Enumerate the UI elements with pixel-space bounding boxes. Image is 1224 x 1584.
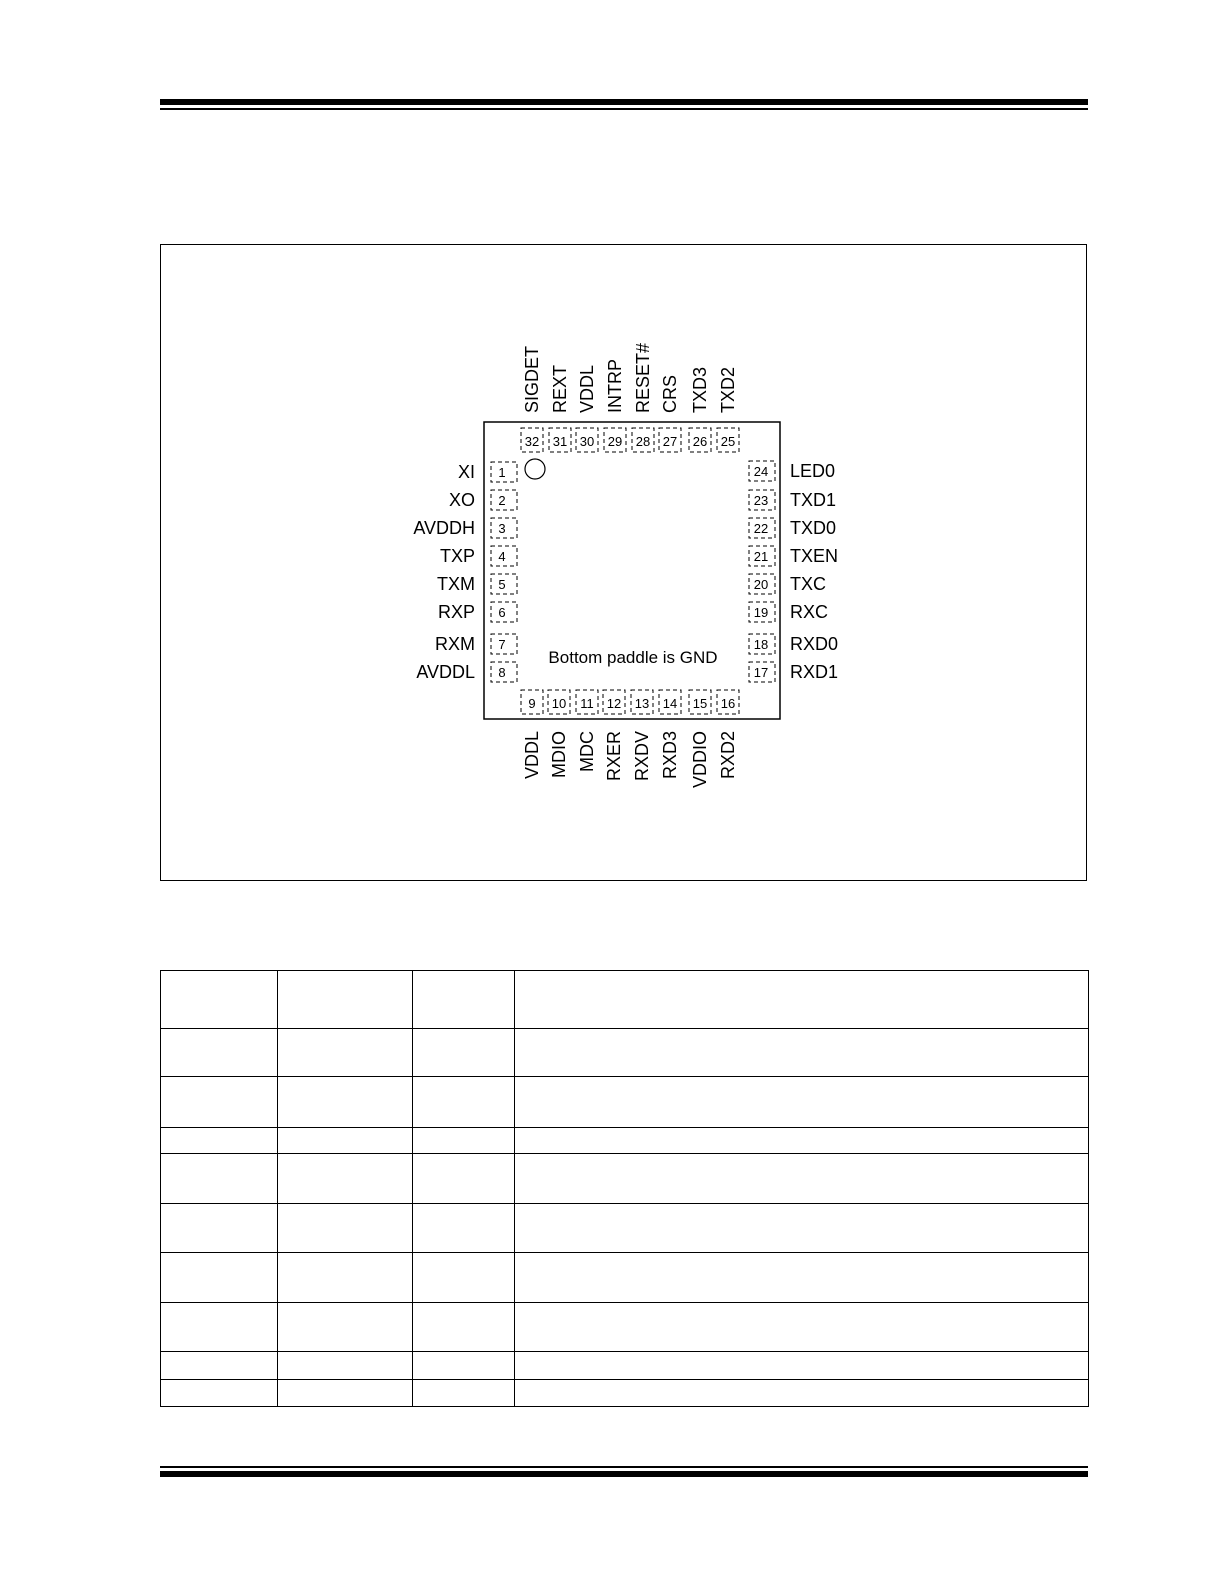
table-cell xyxy=(413,1352,515,1380)
table-cell xyxy=(413,1029,515,1077)
table-cell xyxy=(515,971,1089,1029)
table-row xyxy=(161,1253,1089,1303)
pin-number: 27 xyxy=(662,434,678,449)
table-row xyxy=(161,1029,1089,1077)
table-cell xyxy=(161,1253,278,1303)
pin-name: RXD2 xyxy=(718,731,738,780)
pin-number: 1 xyxy=(498,465,506,480)
pin-name: TXEN xyxy=(790,546,839,566)
pin-number: 15 xyxy=(692,696,708,711)
package-body xyxy=(484,422,780,719)
table-row xyxy=(161,1352,1089,1380)
table-cell xyxy=(515,1253,1089,1303)
table-row xyxy=(161,1204,1089,1253)
pin-number: 17 xyxy=(753,665,769,680)
table-row xyxy=(161,1154,1089,1204)
table-cell xyxy=(161,1128,278,1154)
table-cell xyxy=(161,1352,278,1380)
table-cell xyxy=(515,1380,1089,1407)
table-cell xyxy=(278,1253,413,1303)
table-cell xyxy=(161,1077,278,1128)
table-cell xyxy=(161,1380,278,1407)
pin-diagram-figure xyxy=(160,244,1087,881)
pin-name: TXD3 xyxy=(690,366,710,413)
pin-number: 31 xyxy=(552,434,568,449)
pin-name: MDC xyxy=(577,731,597,772)
pin-name: TXP xyxy=(439,546,475,566)
table-cell xyxy=(278,1154,413,1204)
pin-name: MDIO xyxy=(549,731,569,778)
table-cell xyxy=(161,1029,278,1077)
pin-name: XI xyxy=(457,462,475,482)
pin-number: 25 xyxy=(720,434,736,449)
pin-name: RXP xyxy=(437,602,475,622)
pin-name: RESET# xyxy=(633,342,653,413)
table-row xyxy=(161,1077,1089,1128)
pin-name: VDDL xyxy=(522,731,542,780)
table-cell xyxy=(515,1204,1089,1253)
table-cell xyxy=(515,1077,1089,1128)
table-cell xyxy=(278,1380,413,1407)
table-cell xyxy=(413,971,515,1029)
pin-name: AVDDH xyxy=(413,518,475,538)
pin-number: 5 xyxy=(498,577,506,592)
table-cell xyxy=(515,1352,1089,1380)
table-cell xyxy=(413,1128,515,1154)
pin-name: RXD1 xyxy=(790,662,839,682)
pin-number: 20 xyxy=(753,577,769,592)
table-cell xyxy=(161,1303,278,1352)
pin-number: 8 xyxy=(498,665,506,680)
table-cell xyxy=(413,1253,515,1303)
pin-number: 22 xyxy=(753,521,769,536)
pin-number: 32 xyxy=(524,434,540,449)
table-cell xyxy=(413,1303,515,1352)
pin-name: REXT xyxy=(550,364,570,413)
pin-name: INTRP xyxy=(605,359,625,413)
table-row xyxy=(161,971,1089,1029)
pin-number: 29 xyxy=(607,434,623,449)
pin-name: RXC xyxy=(790,602,829,622)
pin-name: LED0 xyxy=(790,461,836,481)
pin-number: 16 xyxy=(720,696,736,711)
pin-name: SIGDET xyxy=(522,345,542,413)
pin-number: 11 xyxy=(580,696,594,711)
header-rule-thick xyxy=(160,99,1088,105)
pin-name: XO xyxy=(448,490,475,510)
table-cell xyxy=(413,1380,515,1407)
table-cell xyxy=(278,1204,413,1253)
paddle-note: Bottom paddle is GND xyxy=(548,648,718,667)
table-cell xyxy=(515,1029,1089,1077)
footer-rule-thick xyxy=(160,1471,1088,1477)
pin-number: 6 xyxy=(498,605,506,620)
pin-name: TXD1 xyxy=(790,490,837,510)
pin-name: VDDIO xyxy=(690,731,710,789)
table-cell xyxy=(278,1029,413,1077)
table-cell xyxy=(515,1128,1089,1154)
pin-number: 21 xyxy=(753,549,769,564)
pin-name: RXER xyxy=(604,731,624,782)
table-row xyxy=(161,1128,1089,1154)
pin-number: 10 xyxy=(551,696,567,711)
table-cell xyxy=(161,971,278,1029)
pin-number: 9 xyxy=(528,696,536,711)
pin-name: TXM xyxy=(437,574,475,594)
pin-number: 3 xyxy=(498,521,506,536)
table-cell xyxy=(413,1077,515,1128)
pin-name: RXD0 xyxy=(790,634,839,654)
pin-name: VDDL xyxy=(577,364,597,413)
table-cell xyxy=(515,1154,1089,1204)
pin-description-table xyxy=(160,970,1089,1407)
header-rule-thin xyxy=(160,108,1088,110)
pin-name: RXD3 xyxy=(660,731,680,780)
table-cell xyxy=(161,1204,278,1253)
pin-number: 4 xyxy=(498,549,506,564)
pin-number: 19 xyxy=(753,605,769,620)
table-cell xyxy=(413,1204,515,1253)
pin-name: AVDDL xyxy=(416,662,475,682)
pin-name: TXC xyxy=(790,574,826,594)
pin-name: TXD0 xyxy=(790,518,837,538)
pin-number: 26 xyxy=(692,434,708,449)
pin-number: 23 xyxy=(753,493,769,508)
pin-number: 12 xyxy=(606,696,622,711)
pin-number: 30 xyxy=(579,434,595,449)
table-row xyxy=(161,1380,1089,1407)
table-cell xyxy=(278,1077,413,1128)
table-cell xyxy=(278,1303,413,1352)
pin1-marker xyxy=(525,459,545,479)
table-cell xyxy=(278,1128,413,1154)
pin-number: 7 xyxy=(498,637,506,652)
table-cell xyxy=(515,1303,1089,1352)
pin-number: 13 xyxy=(634,696,650,711)
table-cell xyxy=(278,1352,413,1380)
footer-rule-thin xyxy=(160,1466,1088,1468)
pin-name: RXDV xyxy=(632,731,652,782)
pin-number: 2 xyxy=(498,493,506,508)
pin-diagram xyxy=(161,245,1088,882)
table-row xyxy=(161,1303,1089,1352)
pin-number: 14 xyxy=(662,696,678,711)
table-cell xyxy=(278,971,413,1029)
table-cell xyxy=(413,1154,515,1204)
table-cell xyxy=(161,1154,278,1204)
pin-number: 24 xyxy=(753,464,769,479)
pin-name: TXD2 xyxy=(718,366,738,413)
pin-number: 28 xyxy=(635,434,651,449)
pin-name: RXM xyxy=(435,634,475,654)
pin-number: 18 xyxy=(753,637,769,652)
pin-name: CRS xyxy=(660,374,680,413)
